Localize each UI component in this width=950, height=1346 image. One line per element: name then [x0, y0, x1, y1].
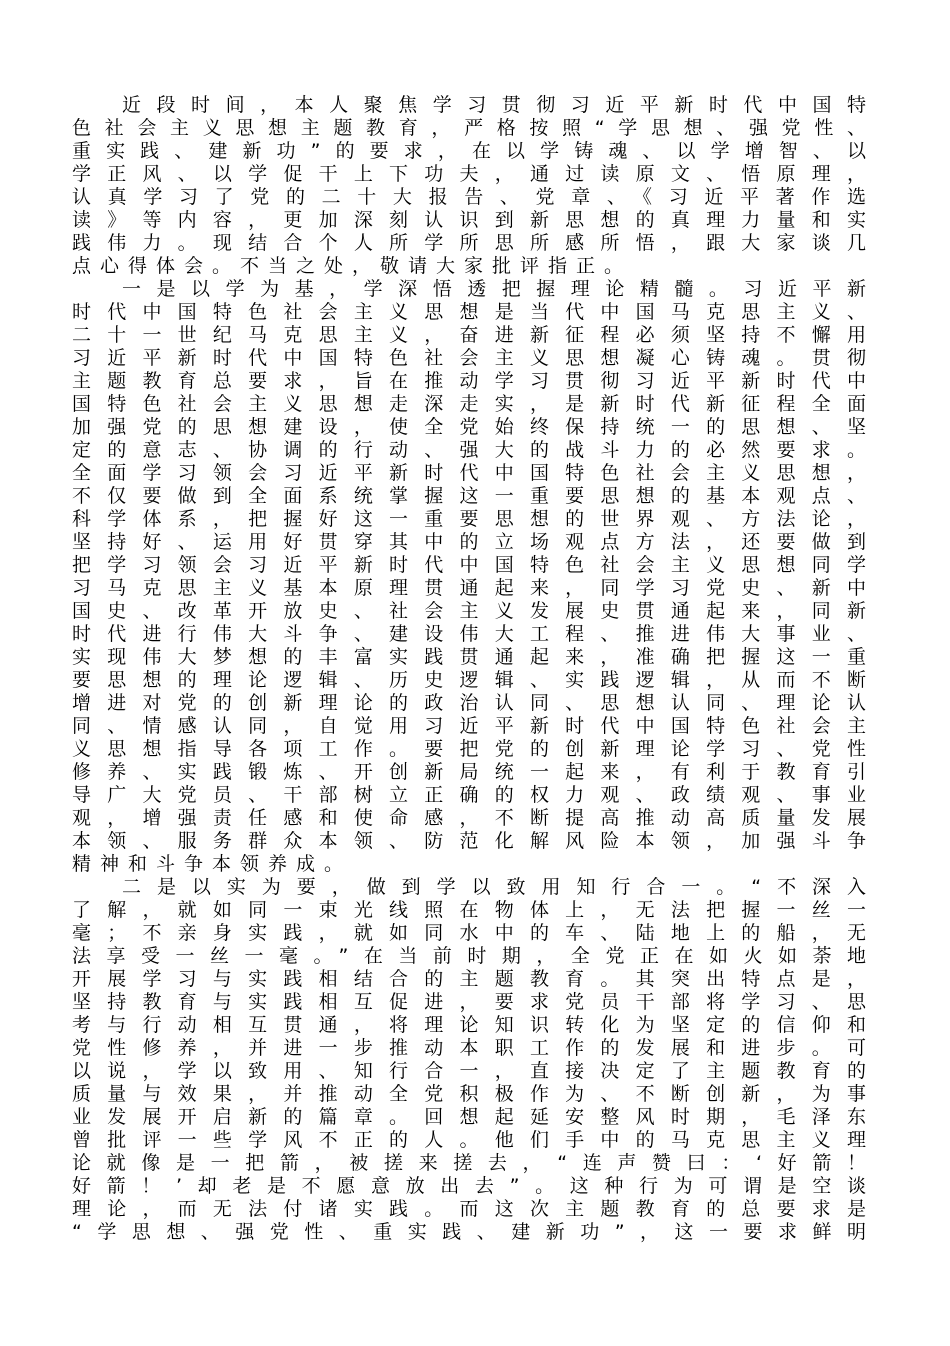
text-line: 不仅要做到全面系统掌握这一重要思想的基本观点、	[72, 485, 866, 507]
text-line: 践伟力。现结合个人所学所思所感所悟，跟大家谈几	[72, 232, 866, 254]
text-line: 考与行动相互贯通，将理论知识转化为坚定的信仰和	[72, 1014, 866, 1036]
text-line: 曾批评一些学风不正的人。他们手中的马克思主义理	[72, 1129, 866, 1151]
text-line: 一是以学为基，学深悟透把握理论精髓。习近平新	[122, 278, 866, 300]
text-line: 科学体系，把握好这一重要思想的世界观、方法论，	[72, 508, 866, 530]
text-line: 本领、服务群众本领、防范化解风险本领，加强斗争	[72, 830, 866, 852]
text-line: 导广大党员、干部树立正确的权力观、政绩观、事业	[72, 784, 866, 806]
text-line: 认真学习了党的二十大报告、党章、《习近平著作选	[72, 186, 866, 208]
text-line: 以说，学以致用、知行合一，直接决定了主题教育的	[72, 1060, 866, 1082]
text-line: 精神和斗争本领养成。	[72, 853, 353, 875]
text-line: 论就像是一把箭，被搓来搓去，“连声赞曰：‘好箭！	[72, 1152, 866, 1174]
text-line: 义思想指导各项工作。要把党的创新理论学习、党性	[72, 738, 866, 760]
text-line: 全面学习领会习近平新时代中国特色社会主义思想，	[72, 462, 866, 484]
text-line: 好箭！’却老是不愿意放出去”。这种行为可谓是空谈	[72, 1175, 866, 1197]
text-line: 观，增强责任感和使命感，不断提高推动高质量发展	[72, 807, 866, 829]
text-line: 二十一世纪马克思主义，奋进新征程必须坚持不懈用	[72, 324, 866, 346]
text-line: 近段时间，本人聚焦学习贯彻习近平新时代中国特	[122, 94, 866, 116]
text-line: 同、情感认同，自觉用习近平新时代中国特色社会主	[72, 715, 866, 737]
text-line: 坚持好、运用好贯穿其中的立场观点方法，还要做到	[72, 531, 866, 553]
text-line: 国特色社会主义思想走深走实，是新时代新征程全面	[72, 393, 866, 415]
text-line: 国史、改革开放史、社会主义发展史贯通起来，同新	[72, 600, 866, 622]
text-line: 学正风、以学促干上下功夫，通过读原文、悟原理，	[72, 163, 866, 185]
text-line: 时代进行伟大斗争、建设伟大工程、推进伟大事业、	[72, 623, 866, 645]
text-line: 读》等内容，更加深刻认识到新思想的真理力量和实	[72, 209, 866, 231]
text-line: 习近平新时代中国特色社会主义思想凝心铸魂。贯彻	[72, 347, 866, 369]
text-line: 把学习领会习近平新时代中国特色社会主义思想同学	[72, 554, 866, 576]
text-line: 习马克思主义基本原理贯通起来，同学习党史、新中	[72, 577, 866, 599]
text-line: 定的意志、协调的行动、强大的战斗力的必然要求。	[72, 439, 866, 461]
text-line: 增进对党的创新理论的政治认同、思想认同、理论认	[72, 692, 866, 714]
text-line: 时代中国特色社会主义思想是当代中国马克思主义、	[72, 301, 866, 323]
text-line: 坚持教育与实践相互促进，要求党员干部将学习、思	[72, 991, 866, 1013]
text-line: 二是以实为要，做到学以致用知行合一。“不深入	[122, 876, 866, 898]
document-page	[72, 94, 866, 1244]
text-line: “学思想、强党性、重实践、建新功”，这一要求鲜明	[72, 1221, 866, 1243]
text-line: 修养、实践锻炼、开创新局统一起来，有利于教育引	[72, 761, 866, 783]
text-line: 毫；不亲身实践，就如同水中的车、陆地上的船，无	[72, 922, 866, 944]
text-line: 加强党的思想建设，使全党始终保持统一的思想、坚	[72, 416, 866, 438]
text-line: 了解，就如同一束光线照在物体上，无法把握一丝一	[72, 899, 866, 921]
text-line: 主题教育总要求，旨在推动学习贯彻习近平新时代中	[72, 370, 866, 392]
text-line: 要思想的理论逻辑、历史逻辑、实践逻辑，从而不断	[72, 669, 866, 691]
text-line: 点心得体会。不当之处，敬请大家批评指正。	[72, 255, 633, 277]
text-line: 实现伟大梦想的丰富实践贯通起来，准确把握这一重	[72, 646, 866, 668]
text-line: 法享受一丝一毫。”在当前时期，全党正在如火如荼地	[72, 945, 866, 967]
text-line: 理论，而无法付诸实践。而这次主题教育的总要求是	[72, 1198, 866, 1220]
text-line: 开展学习与实践相结合的主题教育。其突出特点是，	[72, 968, 866, 990]
text-line: 色社会主义思想主题教育，严格按照“学思想、强党性、	[72, 117, 866, 139]
text-line: 质量与效果，并推动全党积极作为、不断创新，为事	[72, 1083, 866, 1105]
text-line: 党性修养，并进一步推动本职工作的发展和进步。可	[72, 1037, 866, 1059]
text-line: 重实践、建新功”的要求，在以学铸魂、以学增智、以	[72, 140, 866, 162]
text-line: 业发展开启新的篇章。回想起延安整风时期，毛泽东	[72, 1106, 866, 1128]
